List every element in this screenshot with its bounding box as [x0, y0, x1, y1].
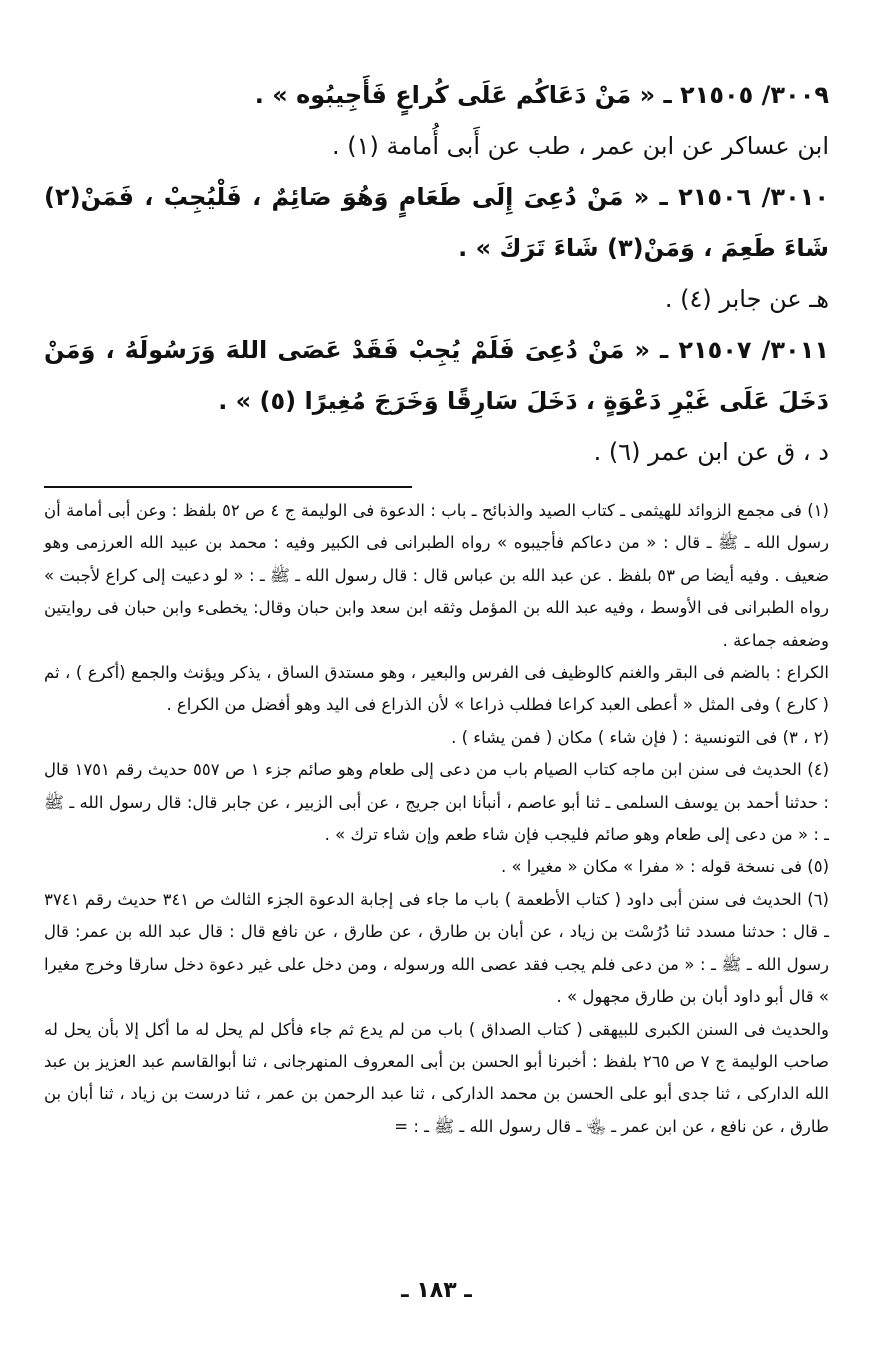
footnote-2-3: (٢ ، ٣) فى التونسية : ( فإن شاء ) مكان ( فمن يشاء ) . — [451, 727, 829, 747]
hadith-3009-source: ابن عساكر عن ابن عمر ، طب عن أَبى أُمامة (١) . — [331, 132, 829, 160]
footnote-1: (١) فى مجمع الزوائد للهيثمى ـ كتاب الصيد والذبائح ـ باب : الدعوة فى الوليمة ج ٤ ص ٥٢ بلفظ : وعن أبى أمامة أن رسول الله ـ ﷺ ـ قال : « من دعاكم فأجيبوه » رواه الطبرانى فى الكبير وفيه : محمد بن عبيد الله العرزمى وهو ضعيف . وفيه أيضا ص ٥٣ بلفظ . عن عبد الله بن عباس قال : قال رسول الله ـ ﷺ ـ : « لو دعيت إلى كراع لأجبت » رواه الطبرانى فى الأوسط ، وفيه عبد الله بن المؤمل وثقه ابن سعد وابن حبان وقال: يخطىء وابن حبان فى روايتين وضعفه جماعة . — [44, 501, 830, 650]
footnote-4: (٤) الحديث فى سنن ابن ماجه كتاب الصيام باب من دعى إلى طعام وهو صائم جزء ١ ص ٥٥٧ حديث رقم ١٧٥١ قال : حدثنا أحمد بن يوسف السلمى ـ ثنا أبو عاصم ، أنبأنا ابن جريج ، عن أبى الزبير ، عن جابر قال: قال رسول الله ـ ﷺ ـ : « من دعى إلى طعام وهو صائم فليجب فإن شاء طعم وإن شاء ترك » . — [44, 760, 829, 845]
hadith-3009: ٣٠٠٩/ ٢١٥٠٥ ـ « مَنْ دَعَاكُم عَلَى كُراعٍ فَأَجِيبُوه » . — [254, 81, 829, 109]
page-number: ـ ١٨٣ ـ — [401, 1278, 472, 1303]
hadith-3011-source: د ، ق عن ابن عمر (٦) . — [593, 438, 829, 466]
footnote-6-bayhaqi: والحديث فى السنن الكبرى للبيهقى ( كتاب الصداق ) باب من لم يدع ثم جاء فأكل لم يحل له ما أكل إلا بأن يحل له صاحب الوليمة ج ٧ ص ٢٦٥ بلفظ : أخبرنا أبو الحسن بن أبى المعروف المنهرجانى ، ثنا أبوالقاسم عبد العزيز بن عبد الله الداركى ، ثنا جدى أبو على الحسن بن محمد الداركى ، ثنا عبد الرحمن بن عمر ، ثنا درست بن زياد ، ثنا أبان بن طارق ، عن نافع ، عن ابن عمر ـ ﵄ ـ قال رسول الله ـ ﷺ ـ : = — [44, 1019, 829, 1136]
main-text — [44, 70, 829, 478]
hadith-3011: ٣٠١١/ ٢١٥٠٧ ـ « مَنْ دُعِىَ فَلَمْ يُجِبْ فَقَدْ عَصَى اللهَ وَرَسُولَهُ ، وَمَنْ دَخَلَ عَلَى غَيْرِ دَعْوَةٍ ، دَخَلَ سَارِقًا وَخَرَجَ مُغِيرًا (٥) » . — [44, 336, 829, 415]
footnote-1-kura: الكراع : بالضم فى البقر والغنم كالوظيف فى الفرس والبعير ، وهو مستدق الساق ، يذكر ويؤنث والجمع (أكرع ) ، ثم ( كارع ) وفى المثل « أعطى العبد كراعا فطلب ذراعا » لأن الذراع فى اليد وهو أفضل من الكراع . — [44, 663, 829, 715]
footnote-5: (٥) فى نسخة قوله : « مفرا » مكان « مغيرا » . — [500, 857, 829, 877]
footnote-6: (٦) الحديث فى سنن أبى داود ( كتاب الأطعمة ) باب ما جاء فى إجابة الدعوة الجزء الثالث ص ٣٤١ حديث رقم ٣٧٤١ ـ قال : حدثنا مسدد ثنا دُرُسْت بن زياد ، عن أبان بن طارق ، عن طارق ، عن نافع قال : قال عبد الله بن عمر: قال رسول الله ـ ﷺ ـ : « من دعى فلم يجب فقد عصى الله ورسوله ، ومن دخل على غير دعوة دخل سارقا وخرج مغيرا » قال أبو داود أبان بن طارق مجهول » . — [44, 889, 829, 1007]
footnote-divider — [44, 486, 412, 488]
hadith-3010-source: هـ عن جابر (٤) . — [664, 285, 829, 313]
footnotes — [44, 495, 829, 1143]
hadith-3010: ٣٠١٠/ ٢١٥٠٦ ـ « مَنْ دُعِىَ إِلَى طَعَامٍ وَهُوَ صَائِمٌ ، فَلْيُجِبْ ، فَمَنْ(٢) شَاءَ طَعِمَ ، وَمَنْ(٣) شَاءَ تَرَكَ » . — [44, 183, 830, 262]
